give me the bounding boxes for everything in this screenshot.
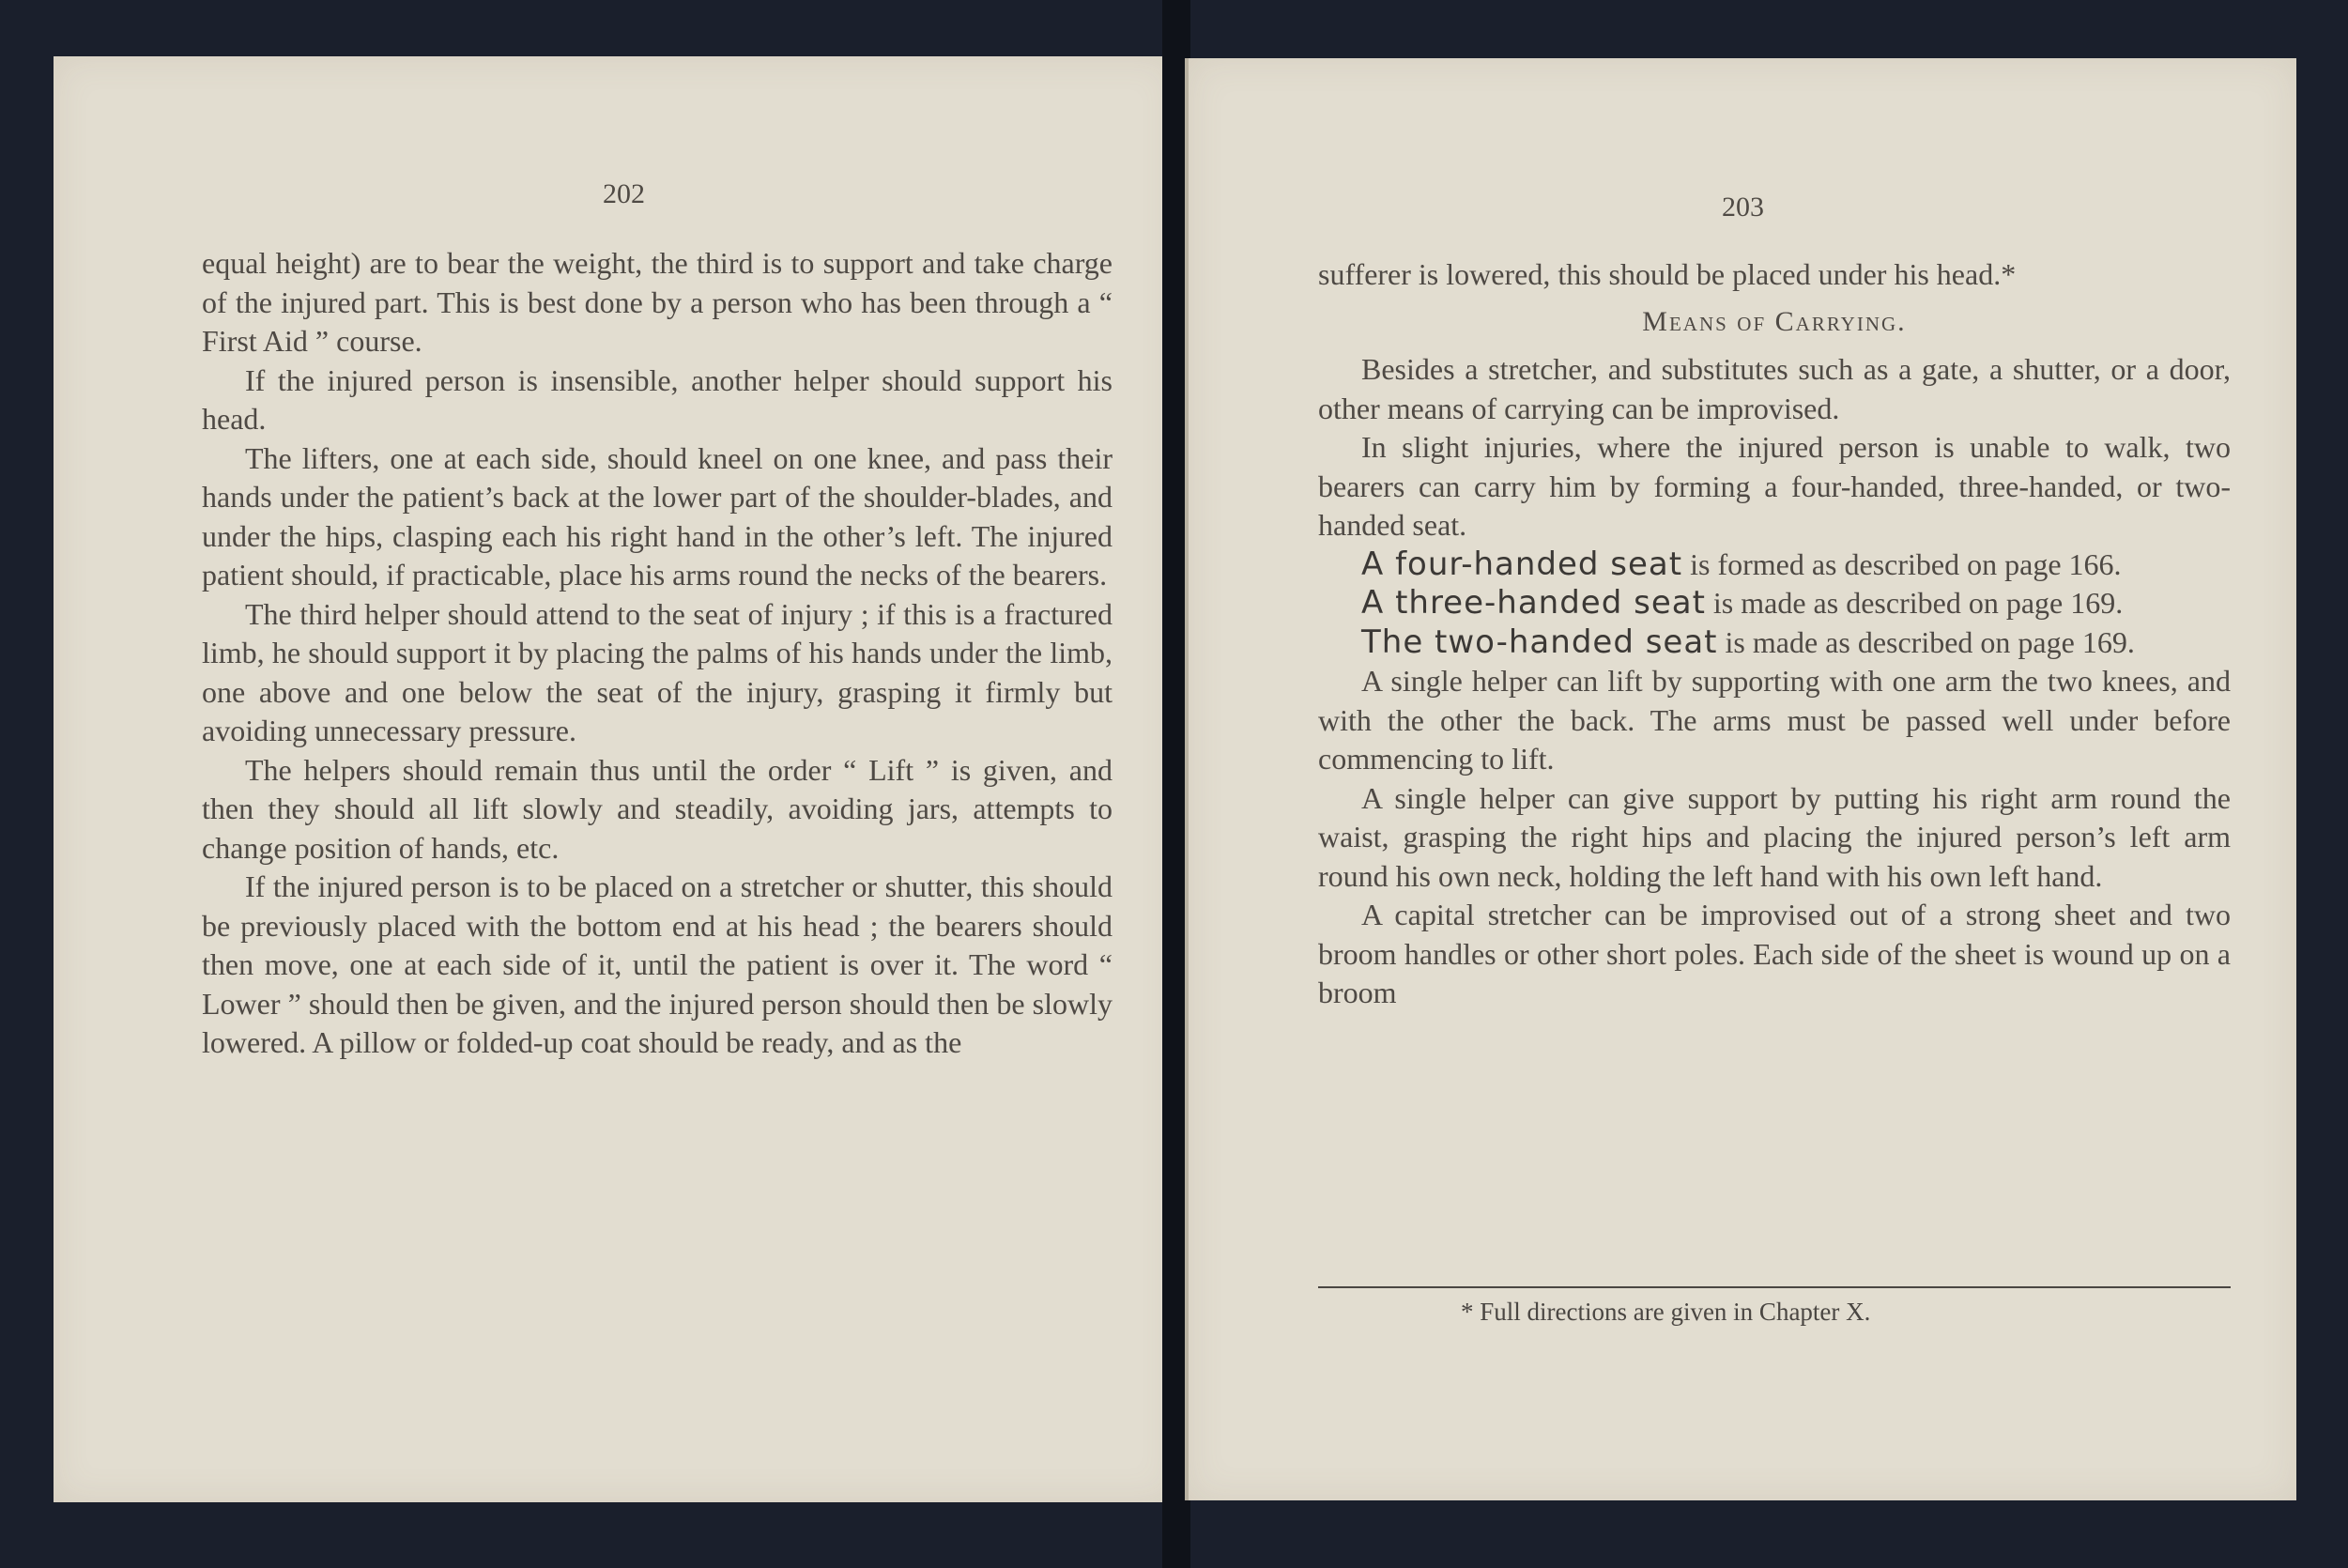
paragraph: equal height) are to bear the weight, the third is to support and take charge of the injured part. This is best done by a person who has been through a “ First Aid ” course. xyxy=(202,246,1113,358)
paragraph-text: is made as described on page 169. xyxy=(1705,586,2124,620)
paragraph: If the injured person is to be placed on a stretcher or shutter, this should be previously placed with the bottom end at his head ; the bearers should then move, one at each side of it, until the patient is over it. The word “ Lower ” should then be given, and the injured person should then be slowly lowered. A pillow or folded-up coat should be ready, and as the xyxy=(202,869,1113,1059)
page-number-right: 203 xyxy=(1722,192,1764,223)
footnote: * Full directions are given in Chapter X. xyxy=(1461,1298,1871,1326)
subheading: The two-handed seat xyxy=(1361,623,1718,661)
paragraph: The third helper should attend to the seat of injury ; if this is a fractured limb, he should support it by placing the palms of his hands under the limb, one above and one below the seat of the injury, grasping it firmly but avoiding unnecessary pressure. xyxy=(202,596,1113,747)
paragraph-text: is made as described on page 169. xyxy=(1717,624,2135,659)
paragraph: The lifters, one at each side, should kneel on one knee, and pass their hands under the patient’s back at the lower part of the shoulder-blades, and under the hips, clasping each his right hand in the other’s left. The injured patient should, if practicable, place his arms round the necks of the bearers. xyxy=(202,440,1113,592)
subheading: A three-handed seat xyxy=(1361,584,1706,622)
footnote-rule xyxy=(1318,1286,2231,1288)
paragraph: If the injured person is insensible, another helper should support his head. xyxy=(202,362,1113,436)
paragraph: In slight injuries, where the injured person is unable to walk, two bearers can carry him by forming a four-handed, three-handed, or two-handed seat. xyxy=(1318,430,2231,542)
paragraph xyxy=(1318,623,2231,663)
right-page xyxy=(1185,58,2296,1500)
paragraph xyxy=(1318,546,2231,585)
paragraph: Besides a stretcher, and substitutes such as a gate, a shutter, or a door, other means of carrying can be improvised. xyxy=(1318,352,2231,425)
section-heading: Means of Carrying. xyxy=(1642,305,1907,337)
paragraph: sufferer is lowered, this should be placed under his head.* xyxy=(1318,257,2017,291)
page-number-left: 202 xyxy=(603,178,645,209)
paragraph: The helpers should remain thus until the order “ Lift ” is given, and then they should all lift slowly and steadily, avoiding jars, attempts to change position of hands, etc. xyxy=(202,752,1113,865)
paragraph: A capital stretcher can be improvised out of a strong sheet and two broom handles or other short poles. Each side of the sheet is wound up on a broom xyxy=(1318,898,2231,1009)
right-page-text xyxy=(1318,255,2231,1013)
left-page-text xyxy=(202,244,1113,1063)
paragraph: A single helper can give support by putting his right arm round the waist, grasping the right hips and placing the injured person’s left arm round his own neck, holding the left hand with his own left hand. xyxy=(1318,780,2231,893)
left-page xyxy=(54,56,1179,1502)
paragraph-text: is formed as described on page 166. xyxy=(1682,546,2122,581)
paragraph: A single helper can lift by supporting with one arm the two knees, and with the other the back. The arms must be passed well under before commencing to lift. xyxy=(1318,664,2231,776)
paragraph xyxy=(1318,584,2231,623)
subheading: A four-handed seat xyxy=(1361,545,1683,583)
